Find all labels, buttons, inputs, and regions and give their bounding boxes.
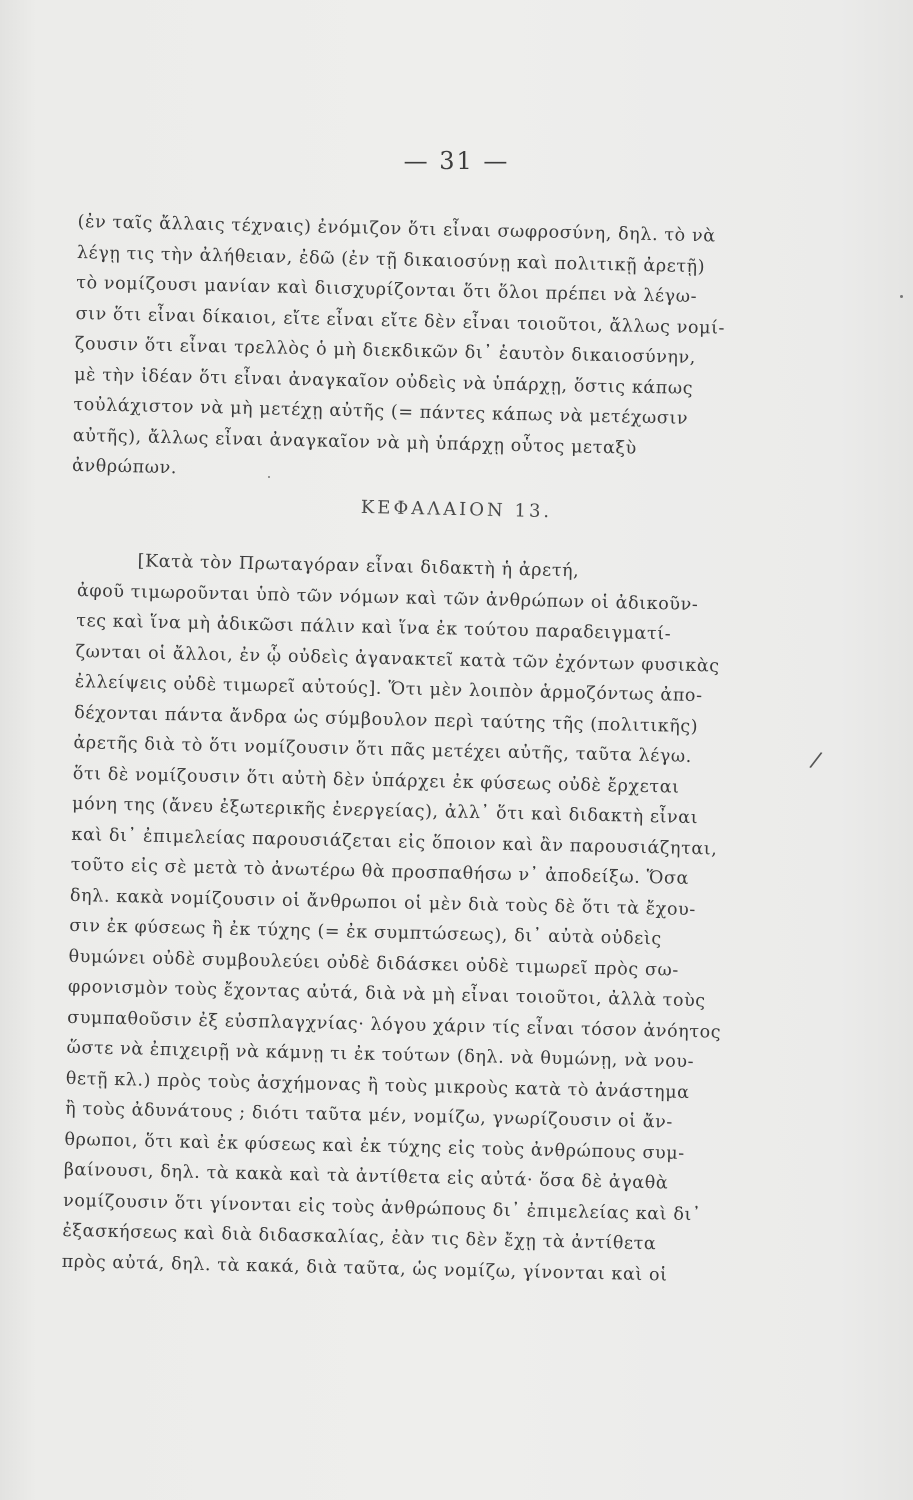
text-line: ἀφοῦ τιμωροῦνται ὑπὸ τῶν νόμων καὶ τῶν ἀνθρώπων οἱ ἀδικοῦν- xyxy=(76,580,699,615)
paper-speck xyxy=(900,295,903,298)
text-line: καὶ δι᾽ ἐπιμελείας παρουσιάζεται εἰς ὅποιον καὶ ἂν παρουσιάζηται, xyxy=(71,824,718,860)
text-line: δέχονται πάντα ἄνδρα ὡς σύμβουλον περὶ ταύτης τῆς (πολιτικῆς) xyxy=(73,702,699,737)
text-line: ὅτι δὲ νομίζουσιν ὅτι αὐτὴ δὲν ὑπάρχει ἐκ φύσεως οὐδὲ ἔρχεται xyxy=(72,763,680,798)
text-line: ἢ τοὺς ἀδυνάτους ; διότι ταῦτα μέν, νομίζω, γνωρίζουσιν οἱ ἄν- xyxy=(64,1098,674,1133)
text-line: θετῇ κλ.) πρὸς τοὺς ἀσχήμονας ἢ τοὺς μικροὺς κατὰ τὸ ἀνάστημα xyxy=(65,1068,690,1103)
text-line: βαίνουσι, δηλ. τὰ κακὰ καὶ τὰ ἀντίθετα εἰς αὐτά· ὅσα δὲ ἀγαθὰ xyxy=(63,1159,669,1194)
text-line: ἐξασκήσεως καὶ διὰ διδασκαλίας, ἐὰν τις δὲν ἔχῃ τὰ ἀντίθετα xyxy=(62,1220,657,1255)
text-line: συμπαθοῦσιν ἐξ εὐσπλαγχνίας· λόγου χάριν τίς εἶναι τόσον ἀνόητος xyxy=(67,1007,722,1043)
page-number: — 31 — xyxy=(403,147,510,175)
text-line: αὐτῆς), ἄλλως εἶναι ἀναγκαῖον νὰ μὴ ὑπάρχῃ οὗτος μεταξὺ xyxy=(72,425,638,459)
text-line: τες καὶ ἵνα μὴ ἀδικῶσι πάλιν καὶ ἵνα ἐκ τούτου παραδειγματί- xyxy=(76,610,672,645)
text-line: (ἐν ταῖς ἄλλαις τέχναις) ἐνόμιζον ὅτι εἶναι σωφροσύνη, δηλ. τὸ νὰ xyxy=(77,211,716,247)
text-line: ζουσιν ὅτι εἶναι τρελλὸς ὁ μὴ διεκδικῶν δι᾽ ἑαυτὸν δικαιοσύνην, xyxy=(74,333,697,369)
text-line: θυμώνει οὐδὲ συμβουλεύει οὐδὲ διδάσκει οὐδὲ τιμωρεῖ πρὸς σω- xyxy=(68,946,680,981)
text-line: ἀρετῆς διὰ τὸ ὅτι νομίζουσιν ὅτι πᾶς μετέχει αὐτῆς, ταῦτα λέγω. xyxy=(73,732,693,767)
text-line: ἀνθρώπων. xyxy=(71,455,178,479)
text-line: πρὸς αὐτά, δηλ. τὰ κακά, διὰ ταῦτα, ὡς νομίζω, γίνονται καὶ οἱ xyxy=(61,1251,668,1286)
margin-pencil-mark: / xyxy=(807,747,824,774)
text-line: δηλ. κακὰ νομίζουσιν οἱ ἄνθρωποι οἱ μὲν διὰ τοὺς δὲ ὅτι τὰ ἔχου- xyxy=(69,885,697,920)
text-line: [Κατὰ τὸν Πρωταγόραν εἶναι διδακτὴ ἡ ἀρετή, xyxy=(137,551,580,582)
text-line: ἐλλείψεις οὐδὲ τιμωρεῖ αὐτούς]. Ὅτι μὲν λοιπὸν ἁρμοζόντως ἀπο- xyxy=(74,671,703,707)
text-line: τὸ νομίζουσι μανίαν καὶ διισχυρίζονται ὅτι ὅλοι πρέπει νὰ λέγω- xyxy=(76,272,698,308)
text-line: μὲ τὴν ἰδέαν ὅτι εἶναι ἀναγκαῖον οὐδεὶς νὰ ὑπάρχῃ, ὅστις κάπως xyxy=(73,364,694,399)
text-line: λέγῃ τις τὴν ἀλήθειαν, ἐδῶ (ἐν τῇ δικαιοσύνῃ καὶ πολιτικῇ ἀρετῇ) xyxy=(76,242,706,277)
text-line: σιν ὅτι εἶναι δίκαιοι, εἴτε εἶναι εἴτε δὲν εἶναι τοιοῦτοι, ἄλλως νομί- xyxy=(75,303,726,339)
text-line: τοὐλάχιστον νὰ μὴ μετέχῃ αὐτῆς (= πάντες κάπως νὰ μετέχωσιν xyxy=(73,394,689,429)
text-line: νομίζουσιν ὅτι γίνονται εἰς τοὺς ἀνθρώπους δι᾽ ἐπιμελείας καὶ δι᾽ xyxy=(62,1190,702,1225)
paper-speck xyxy=(268,476,270,478)
text-line: φρονισμὸν τοὺς ἔχοντας αὐτά, διὰ νὰ μὴ εἶναι τοιοῦτοι, ἀλλὰ τοὺς xyxy=(67,976,706,1012)
text-line: θρωποι, ὅτι καὶ ἐκ φύσεως καὶ ἐκ τύχης εἰς τοὺς ἀνθρώπους συμ- xyxy=(64,1129,685,1164)
chapter-13-paragraph xyxy=(61,545,767,1292)
text-line: ὥστε νὰ ἐπιχειρῇ νὰ κάμνῃ τι ἐκ τούτων (δηλ. νὰ θυμώνῃ, νὰ νου- xyxy=(66,1037,695,1073)
text-line: μόνη της (ἄνευ ἐξωτερικῆς ἐνεργείας), ἀλλ᾽ ὅτι καὶ διδακτὴ εἶναι xyxy=(71,793,699,829)
text-line: ζωνται οἱ ἄλλοι, ἐν ᾧ οὐδεὶς ἀγανακτεῖ κατὰ τῶν ἐχόντων φυσικὰς xyxy=(75,641,720,677)
paragraph-continued xyxy=(72,207,768,497)
text-line: σιν ἐκ φύσεως ἢ ἐκ τύχης (= ἐκ συμπτώσεως), δι᾽ αὐτὰ οὐδεὶς xyxy=(69,915,663,950)
chapter-heading: ΚΕΦΑΛΑΙΟΝ 13. xyxy=(360,496,553,523)
text-line: τοῦτο εἰς σὲ μετὰ τὸ ἀνωτέρω θὰ προσπαθήσω ν᾽ ἀποδείξω. Ὅσα xyxy=(70,854,690,889)
